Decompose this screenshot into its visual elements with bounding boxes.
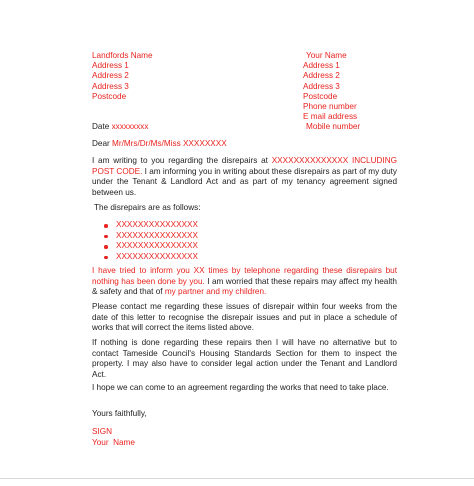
disrepair-text: XXXXXXXXXXXXXXX bbox=[116, 251, 198, 261]
recipient-email: E mail address bbox=[303, 112, 358, 122]
paragraph-4: If nothing is done regarding these repairs then I will have no alternative but to contact Tameside Council's Housing Standards Section for them to inspect the property. I may also have to consider legal action under the Tenant and Landlord Act. bbox=[92, 338, 397, 379]
recipient-postcode: Postcode bbox=[303, 91, 338, 101]
para1-text-b: I am informing you in writing about these disrepairs as part of my duty under the Tenant & Landlord Act and as part of my tenancy agreement signed between us. bbox=[92, 166, 397, 197]
recipient-name: Your Name bbox=[306, 51, 347, 60]
list-item bbox=[92, 241, 198, 252]
recipient-phone: Phone number bbox=[303, 101, 357, 111]
recipient-address-block bbox=[303, 51, 360, 133]
recipient-address-1: Address 1 bbox=[303, 61, 340, 71]
para2-red-a: I have tried to inform you XX times by telephone regarding these disrepairs but nothing has been done by you. bbox=[92, 266, 397, 286]
salutation bbox=[92, 139, 397, 150]
disrepair-text: XXXXXXXXXXXXXXX bbox=[116, 220, 198, 229]
list-intro: The disrepairs are as follows: bbox=[94, 203, 201, 212]
bullet-icon bbox=[104, 245, 108, 249]
bullet-icon bbox=[104, 235, 108, 239]
list-item bbox=[92, 231, 198, 242]
para1-text-a: I am writing to you regarding the disrepairs at bbox=[92, 156, 268, 165]
page-bottom-divider bbox=[0, 478, 474, 479]
signature-sign: SIGN bbox=[92, 427, 113, 436]
paragraph-3: Please contact me regarding these issues of disrepair within four weeks from the date of this letter to recognise the disrepair issues and put in place a schedule of works that will correct the items listed above. bbox=[92, 302, 397, 332]
paragraph-1 bbox=[92, 156, 397, 198]
para2-black: I am worried that these repairs may affect my health & safety and that of bbox=[92, 276, 397, 296]
date-line bbox=[92, 122, 397, 133]
disrepair-text: XXXXXXXXXXXXXXX bbox=[116, 230, 198, 240]
salutation-name: Mr/Mrs/Dr/Ms/Miss XXXXXXXX bbox=[112, 139, 227, 148]
sender-address-3: Address 3 bbox=[92, 81, 129, 91]
bullet-icon bbox=[104, 256, 108, 260]
recipient-mobile: Mobile number bbox=[306, 122, 361, 132]
sender-name: Landfords Name bbox=[92, 51, 153, 60]
closing: Yours faithfully, bbox=[92, 409, 147, 418]
property-address: XXXXXXXXXXXXXX INCLUDING POST CODE. bbox=[92, 156, 397, 176]
recipient-address-3: Address 3 bbox=[303, 81, 340, 91]
list-item bbox=[92, 220, 198, 231]
paragraph-2 bbox=[92, 266, 397, 298]
bullet-icon bbox=[104, 224, 108, 228]
salutation-prefix: Dear bbox=[92, 139, 110, 148]
signature bbox=[92, 427, 397, 448]
date-value: xxxxxxxxx bbox=[111, 122, 149, 131]
signature-name: Your Name bbox=[92, 437, 135, 447]
sender-address-2: Address 2 bbox=[92, 71, 129, 81]
recipient-address-2: Address 2 bbox=[303, 71, 340, 81]
sender-address-block bbox=[92, 51, 153, 102]
disrepairs-list bbox=[92, 220, 198, 262]
disrepair-text: XXXXXXXXXXXXXXX bbox=[116, 241, 198, 251]
sender-postcode: Postcode bbox=[92, 91, 127, 101]
para2-red-b: my partner and my children. bbox=[164, 287, 267, 296]
list-item bbox=[92, 252, 198, 263]
sender-address-1: Address 1 bbox=[92, 61, 129, 71]
date-label: Date bbox=[92, 122, 110, 131]
paragraph-5: I hope we can come to an agreement regarding the works that need to take place. bbox=[92, 383, 389, 392]
